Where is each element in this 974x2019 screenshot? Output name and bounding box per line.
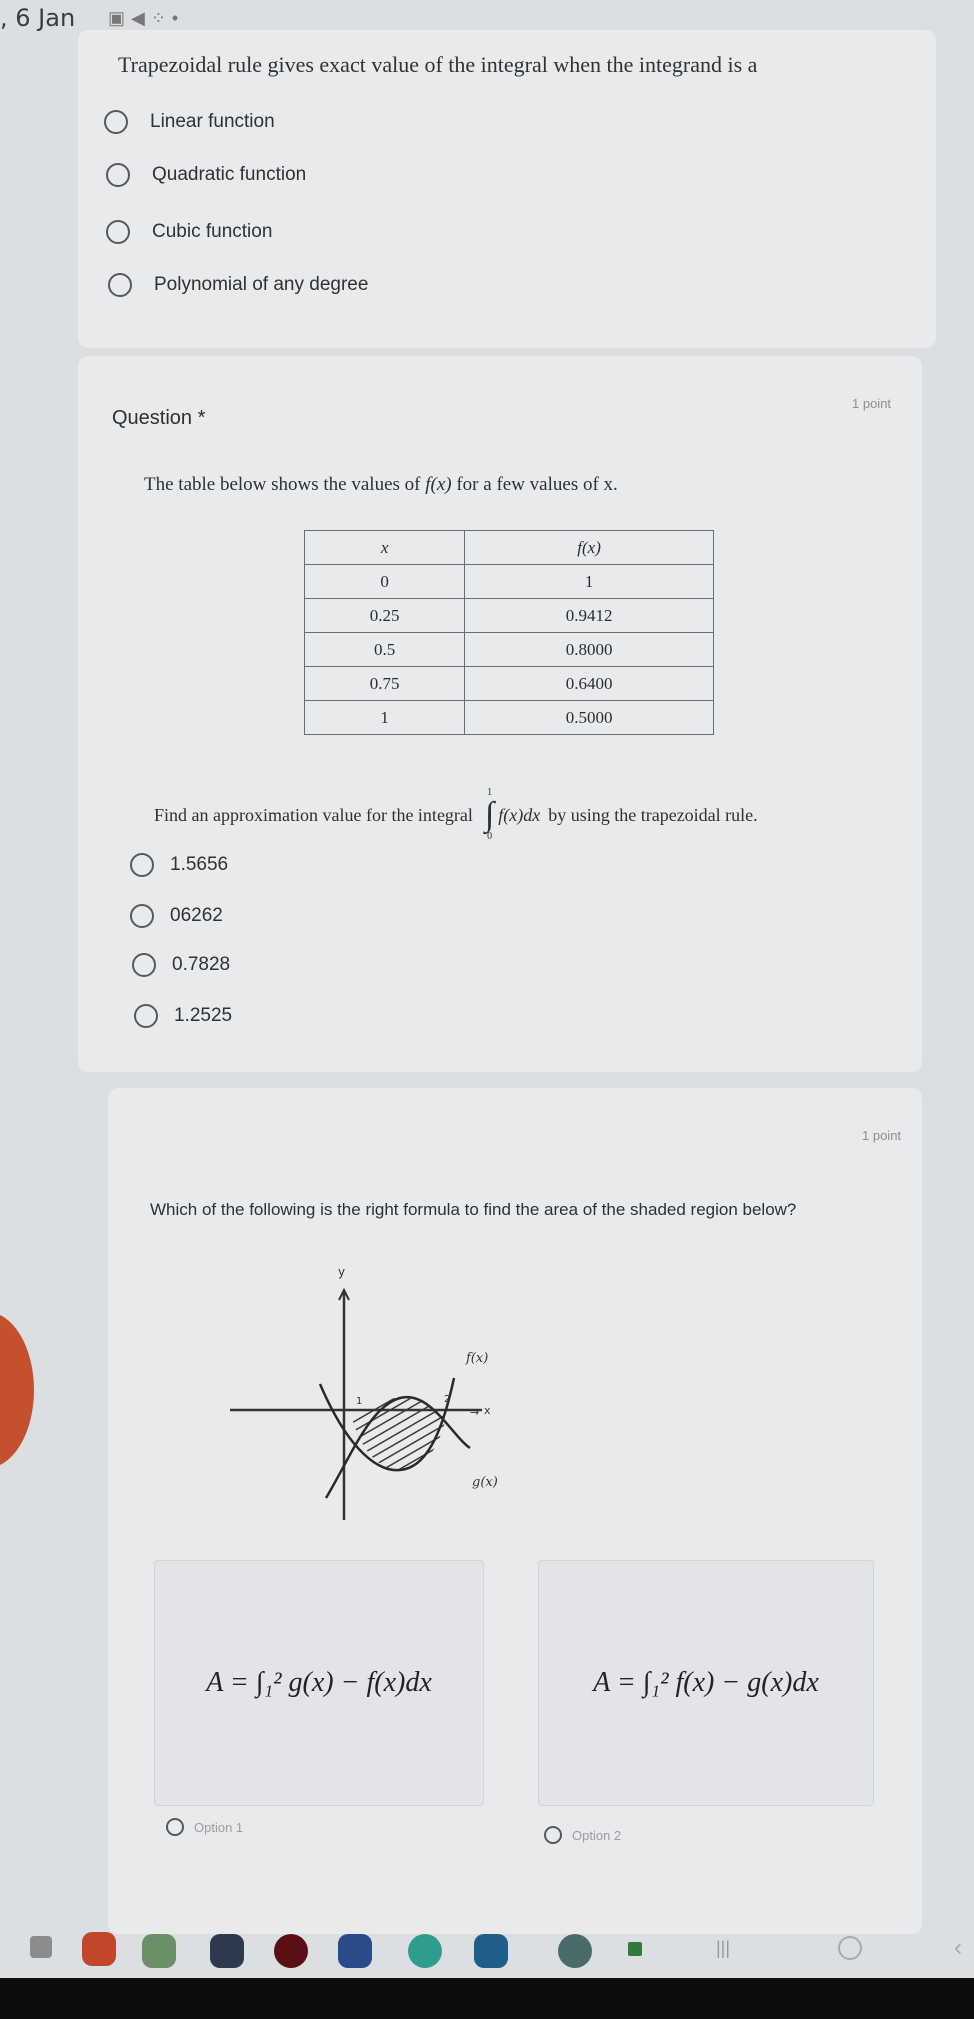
table-cell: 0.25 [305, 599, 465, 633]
q1-option-3[interactable] [106, 220, 272, 244]
y-axis-label: y [338, 1265, 346, 1279]
table-row [305, 633, 714, 667]
back-icon[interactable]: ‹ [954, 1934, 962, 1961]
app-icon[interactable] [210, 1934, 244, 1968]
status-date: , 6 Jan [0, 4, 76, 32]
formula-2-text: A = ∫₁² f(x) − g(x)dx [593, 1667, 819, 1698]
app-icon[interactable] [338, 1934, 372, 1968]
integrand: f(x)dx [498, 804, 541, 825]
q1-option-3-label: Cubic function [152, 221, 273, 242]
tick-label-1: 1 [356, 1396, 363, 1407]
radio-button[interactable] [106, 220, 130, 244]
q3-option-2-label: Option 2 [572, 1827, 622, 1843]
question-2-points: 1 point [852, 396, 892, 411]
f-label: f(x) [466, 1351, 489, 1366]
q3-option-1[interactable] [166, 1818, 243, 1836]
radio-button[interactable] [134, 1004, 158, 1028]
q2-option-3[interactable] [132, 953, 230, 977]
x-axis-arrow: → [470, 1406, 480, 1419]
integral-symbol [481, 788, 498, 842]
table-cell: 0.5 [305, 633, 465, 667]
system-nav-bar [0, 1978, 974, 2019]
find-prefix: Find an approximation value for the integral [154, 804, 473, 825]
table-cell: 1 [465, 565, 714, 599]
question-2-find-text [154, 788, 758, 842]
q2-option-2[interactable] [130, 904, 223, 928]
table-cell: 0.5000 [465, 701, 714, 735]
radio-button[interactable] [130, 853, 154, 877]
app-icon[interactable] [142, 1934, 176, 1968]
q2-text-fx: f(x) [425, 474, 452, 495]
table-cell: 0.75 [305, 667, 465, 701]
q2-option-2-label: 06262 [170, 905, 223, 926]
table-cell: 0 [305, 565, 465, 599]
table-header-row [305, 531, 714, 565]
table-cell: 1 [305, 701, 465, 735]
q2-option-1-label: 1.5656 [170, 854, 229, 875]
table-cell: 0.9412 [465, 599, 714, 633]
q1-option-1[interactable] [104, 110, 275, 134]
formula-1-text: A = ∫₁² g(x) − f(x)dx [206, 1667, 432, 1698]
q1-option-2-label: Quadratic function [152, 164, 307, 185]
table-row [305, 667, 714, 701]
radio-button[interactable] [132, 953, 156, 977]
integral-glyph: ∫ [484, 796, 495, 833]
question-3-text: Which of the following is the right formula to find the area of the shaded region below? [150, 1200, 797, 1219]
find-suffix: by using the trapezoidal rule. [548, 804, 758, 825]
table-cell: 0.8000 [465, 633, 714, 667]
q1-option-2[interactable] [106, 163, 306, 187]
radio-button[interactable] [104, 110, 128, 134]
radio-button[interactable] [544, 1826, 562, 1844]
finger-occlusion [0, 1312, 34, 1468]
formula-option-2-image[interactable] [538, 1560, 874, 1806]
app-icon[interactable] [82, 1932, 116, 1966]
app-icon[interactable] [474, 1934, 508, 1968]
question-1-text: Trapezoidal rule gives exact value of the integral when the integrand is a [118, 52, 758, 77]
question-2-label: Question * [112, 407, 206, 429]
radio-button[interactable] [166, 1818, 184, 1836]
radio-button[interactable] [130, 904, 154, 928]
question-2-text [144, 474, 618, 496]
table-header-x: x [305, 531, 465, 565]
taskbar [0, 1928, 974, 1978]
table-row [305, 565, 714, 599]
recents-icon[interactable]: ||| [716, 1938, 731, 1958]
q3-option-1-label: Option 1 [194, 1819, 244, 1835]
x-axis-label: x [484, 1404, 491, 1417]
formula-option-1-image[interactable] [154, 1560, 484, 1806]
question-3-points: 1 point [862, 1128, 902, 1143]
q1-option-1-label: Linear function [150, 111, 275, 132]
q1-option-4-label: Polynomial of any degree [154, 274, 369, 295]
table-row [305, 701, 714, 735]
area-graph [220, 1258, 520, 1528]
integral-lower: 0 [487, 831, 493, 842]
q2-option-4-label: 1.2525 [174, 1005, 233, 1026]
q2-option-1[interactable] [130, 853, 228, 877]
q3-option-2[interactable] [544, 1826, 621, 1844]
app-icon[interactable] [558, 1934, 592, 1968]
q2-option-3-label: 0.7828 [172, 954, 231, 975]
q2-option-4[interactable] [134, 1004, 232, 1028]
q2-text-suffix: for a few values of x. [456, 474, 618, 495]
app-icon[interactable] [274, 1934, 308, 1968]
g-label: g(x) [472, 1475, 498, 1490]
values-table [304, 530, 714, 735]
tick-label-2: 2 [444, 1394, 451, 1405]
home-icon[interactable] [838, 1936, 862, 1960]
integral-upper: 1 [487, 787, 493, 798]
table-row [305, 599, 714, 633]
app-icon[interactable] [628, 1942, 642, 1956]
q2-text-prefix: The table below shows the values of [144, 474, 421, 495]
app-icon[interactable] [408, 1934, 442, 1968]
radio-button[interactable] [108, 273, 132, 297]
q1-option-4[interactable] [108, 273, 368, 297]
apps-grid-icon[interactable] [30, 1936, 52, 1958]
table-cell: 0.6400 [465, 667, 714, 701]
radio-button[interactable] [106, 163, 130, 187]
table-header-fx: f(x) [465, 531, 714, 565]
status-icons: ▣◀︎⁘• [108, 8, 185, 28]
